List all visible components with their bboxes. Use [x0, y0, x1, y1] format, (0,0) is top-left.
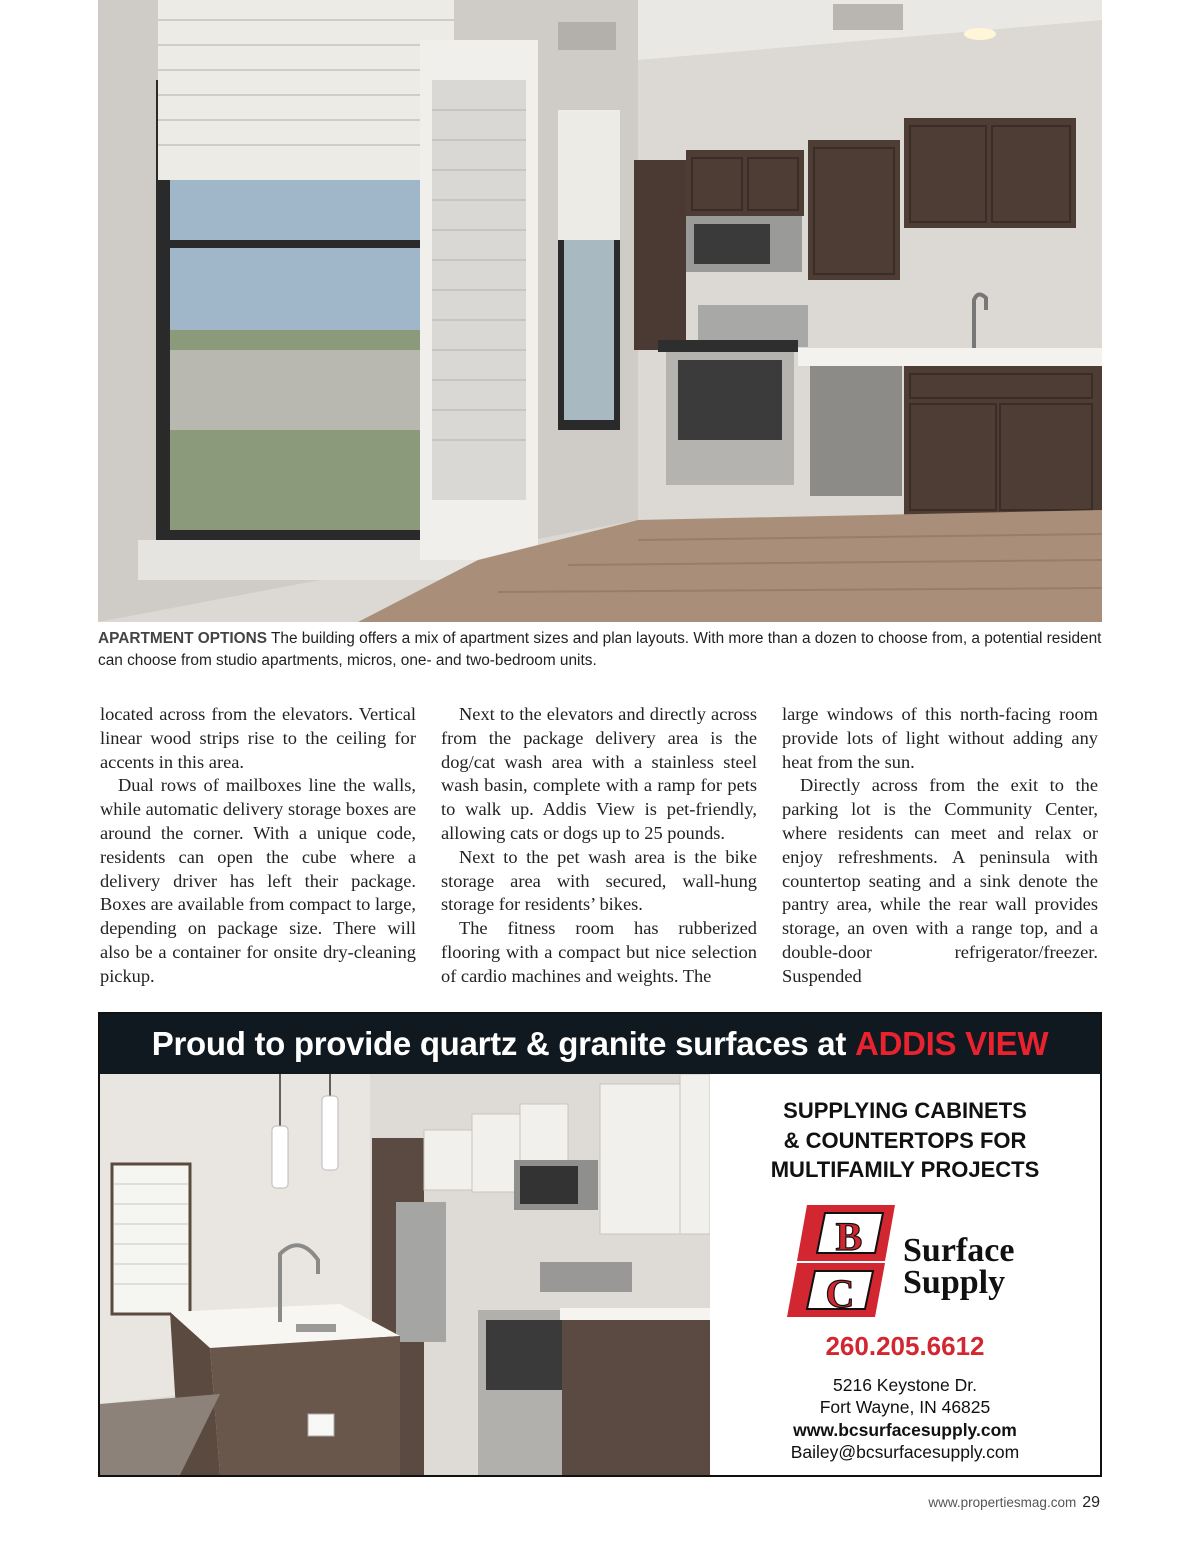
article-column-3 [782, 703, 1098, 993]
page-footer [928, 1494, 1100, 1512]
ad-tagline [710, 1096, 1100, 1185]
caption-label: APARTMENT OPTIONS [98, 630, 268, 647]
ad-address-block [710, 1374, 1100, 1464]
ad-kitchen-illustration [100, 1074, 710, 1475]
tagline-line: & COUNTERTOPS FOR [783, 1127, 1027, 1153]
tagline-line: SUPPLYING CABINETS [783, 1098, 1027, 1123]
page-number: 29 [1082, 1494, 1100, 1511]
logo-letter-c: C [825, 1270, 855, 1316]
ad-headline-highlight: ADDIS VIEW [855, 1025, 1049, 1062]
paragraph: Directly across from the exit to the parking lot is the Community Center, where residents can meet and relax or enjoy refreshments. A peninsula with countertop seating and a sink denote the pantry area, while the rear wall provides storage, an oven with a range top, and a double-door refrigerator/freezer. Suspended [782, 775, 1098, 986]
ad-kitchen-photo [100, 1074, 710, 1475]
tagline-line: MULTIFAMILY PROJECTS [770, 1157, 1040, 1182]
logo-wordmark [903, 1231, 1015, 1301]
paragraph: The fitness room has rubberized flooring with a compact but nice selection of cardio machines and weights. The [441, 918, 757, 986]
ad-email-link[interactable]: Bailey@bcsurfacesupply.com [790, 1442, 1020, 1462]
logo-word: Supply [903, 1263, 1006, 1301]
ad-headline-bar [100, 1014, 1100, 1074]
ad-headline: Proud to provide quartz & granite surfaces at [151, 1025, 847, 1062]
ad-website-link[interactable]: www.bcsurfacesupply.com [793, 1419, 1017, 1440]
logo-word: Surface [903, 1231, 1015, 1269]
paragraph: Next to the elevators and directly across from the package delivery area is the dog/cat wash area with a stainless steel wash basin, complete with a ramp for pets to walk up. Addis View is pet-friendly, allowing cats or dogs up to 25 pounds. [441, 704, 757, 843]
paragraph: located across from the elevators. Vertical linear wood strips rise to the ceiling for accents in this area. [100, 704, 416, 772]
ad-contact-panel [710, 1074, 1100, 1475]
paragraph: Dual rows of mailboxes line the walls, while automatic delivery storage boxes are around the corner. With a unique code, residents can open the cube where a delivery driver has left their package. Boxes are available from compact to large, depending on package size. There will also be a container for onsite dry-cleaning pickup. [100, 775, 416, 986]
caption-text: The building offers a mix of apartment sizes and plan layouts. With more than a dozen to choose from, a potential resident can choose from studio apartments, micros, one- and two-bedroom units. [98, 630, 1102, 669]
logo-letter-b: B [835, 1213, 863, 1259]
article-column-2 [441, 703, 757, 993]
kitchen-photo-illustration [98, 0, 1102, 622]
paragraph: large windows of this north-facing room provide lots of light without adding any heat from the sun. [782, 704, 1098, 772]
ad-phone: 260.205.6612 [825, 1330, 985, 1361]
photo-caption [98, 628, 1102, 672]
article-body [100, 703, 1100, 993]
bc-surface-supply-logo [785, 1205, 1025, 1317]
paragraph: Next to the pet wash area is the bike storage area with secured, wall-hung storage for residents’ bikes. [441, 846, 757, 915]
address-line: 5216 Keystone Dr. [833, 1374, 977, 1395]
bc-surface-supply-ad [98, 1012, 1102, 1477]
apartment-kitchen-photo [98, 0, 1102, 622]
article-column-1 [100, 703, 416, 993]
footer-site: www.propertiesmag.com [928, 1495, 1077, 1510]
address-line: Fort Wayne, IN 46825 [819, 1397, 991, 1417]
